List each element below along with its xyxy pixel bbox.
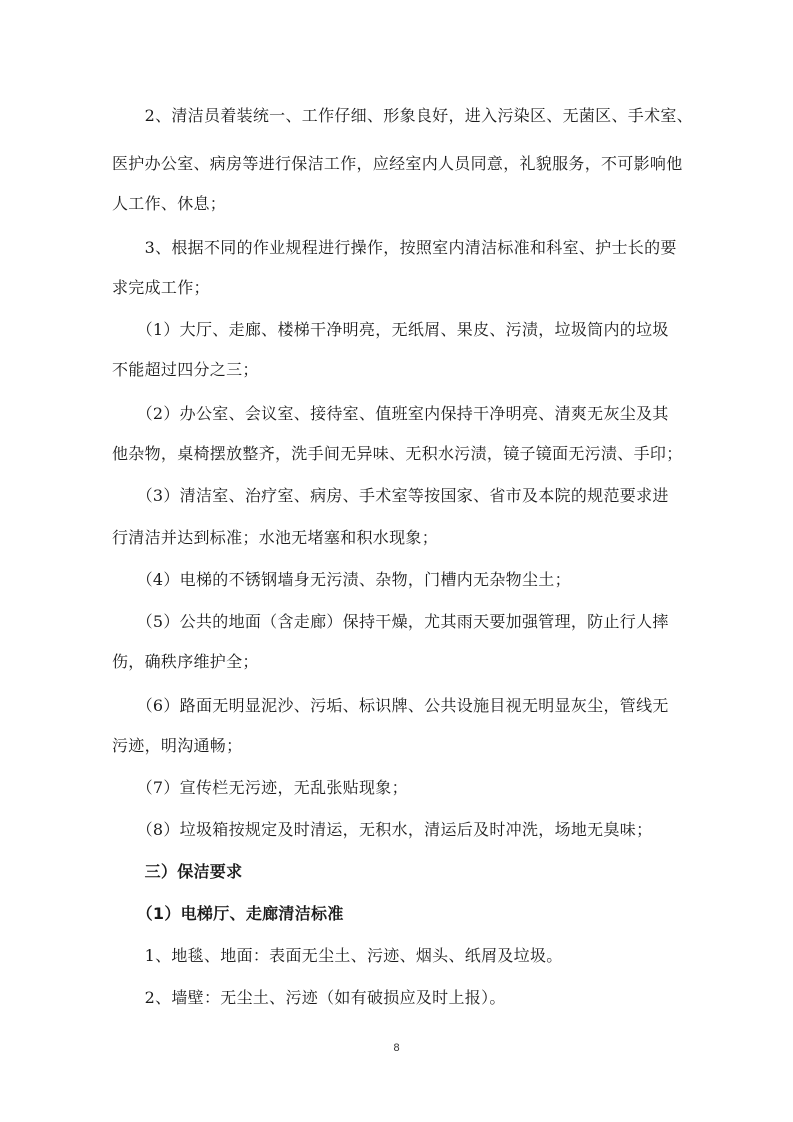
text-line: （3）清洁室、治疗室、病房、手术室等按国家、省市及本院的规范要求进 [112, 486, 669, 505]
text-line: 他杂物，桌椅摆放整齐，洗手间无异味、无积水污渍，镜子镜面无污渍、手印； [112, 444, 683, 463]
subsection-heading: （1）电梯厅、走廊清洁标准 [112, 904, 344, 923]
text-line: 行清洁并达到标准；水池无堵塞和积水现象； [112, 528, 439, 547]
text-line: （2）办公室、会议室、接待室、值班室内保持干净明亮、清爽无灰尘及其 [112, 404, 669, 423]
text-line: 伤，确秩序维护全； [112, 652, 259, 671]
page-number: 8 [393, 1042, 400, 1054]
text-line: （8）垃圾箱按规定及时清运，无积水，清运后及时冲洗，场地无臭味； [112, 820, 653, 839]
text-line: 2、墙壁：无尘土、污迹（如有破损应及时上报）。 [112, 988, 506, 1007]
text-line: （5）公共的地面（含走廊）保持干燥，尤其雨天要加强管理，防止行人摔 [112, 612, 669, 631]
text-line: 污迹，明沟通畅； [112, 736, 243, 755]
text-line: （6）路面无明显泥沙、污垢、标识牌、公共设施目视无明显灰尘，管线无 [112, 696, 669, 715]
text-line: 人工作、休息； [112, 194, 227, 213]
text-line: 不能超过四分之三； [112, 360, 259, 379]
text-line: 求完成工作； [112, 278, 210, 297]
text-line: 3、根据不同的作业规程进行操作，按照室内清洁标准和科室、护士长的要 [112, 238, 677, 257]
text-line: 2、清洁员着装统一、工作仔细、形象良好，进入污染区、无菌区、手术室、 [112, 106, 693, 125]
text-line: 1、地毯、地面：表面无尘土、污迹、烟头、纸屑及垃圾。 [112, 946, 563, 965]
text-line: （1）大厅、走廊、楼梯干净明亮，无纸屑、果皮、污渍，垃圾筒内的垃圾 [112, 320, 669, 339]
text-line: （7）宣传栏无污迹，无乱张贴现象； [112, 778, 408, 797]
section-heading: 三）保洁要求 [112, 862, 243, 881]
text-line: （4）电梯的不锈钢墙身无污渍、杂物，门槽内无杂物尘土； [112, 570, 571, 589]
text-line: 医护办公室、病房等进行保洁工作，应经室内人员同意，礼貌服务，不可影响他 [112, 154, 683, 173]
